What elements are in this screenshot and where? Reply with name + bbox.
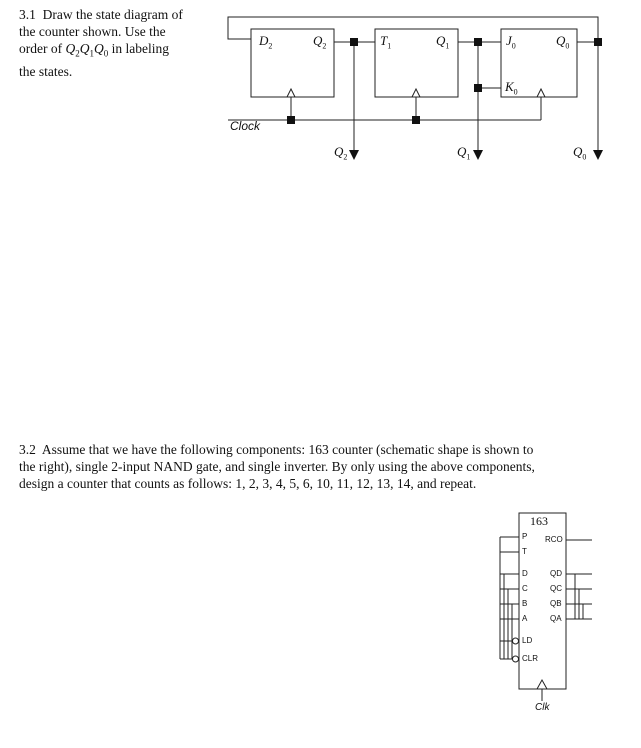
pin-rco: RCO (545, 535, 563, 544)
problem-line-4: the states. (19, 63, 73, 79)
pin-qd: QD (550, 569, 562, 578)
problem-line-2: the right), single 2-input NAND gate, and single inverter. By only using the above components, (19, 459, 535, 474)
clock-edge-163 (537, 680, 547, 689)
ff2-q-label: $Q_2$ (313, 33, 327, 51)
pin-d: D (522, 569, 528, 578)
counter-163-title: 163 (530, 514, 548, 528)
clock-label: Clock (230, 119, 261, 133)
ff1-t-label: $T_1$ (380, 33, 392, 51)
clk-label: Clk (535, 702, 550, 713)
problem-line-2: the counter shown. Use the (19, 24, 166, 39)
ff0-q-label: $Q_0$ (556, 33, 570, 51)
pin-qc: QC (550, 584, 562, 593)
problem-line-3: design a counter that counts as follows: 1, 2, 3, 4, 5, 6, 10, 11, 12, 13, 14, and repeat. (19, 476, 477, 491)
ff1-q-label: $Q_1$ (436, 33, 450, 51)
problem-line-1: Assume that we have the following components: 163 counter (schematic shape is shown to (41, 442, 534, 457)
pin-t: T (522, 547, 527, 556)
q2-output-label: $Q_2$ (334, 144, 348, 162)
pin-a: A (522, 614, 528, 623)
pin-p: P (522, 532, 528, 541)
ff0-j-label: $J_0$ (506, 33, 516, 51)
problem-number: 3.2 (19, 442, 36, 457)
ff0-k-label: $K_0$ (505, 79, 518, 97)
pin-qa: QA (550, 614, 562, 623)
pin-b: B (522, 599, 528, 608)
q0-output-label: $Q_0$ (573, 144, 587, 162)
problem-line-3: order of $Q_2Q_1Q_0$ in labeling (19, 41, 169, 59)
q1-output-label: $Q_1$ (457, 144, 471, 162)
pin-c: C (522, 584, 528, 593)
ff2-d-label: $D_2$ (259, 33, 273, 51)
problem-line-1: Draw the state diagram of (42, 7, 183, 22)
pin-ld: LD (522, 636, 533, 645)
problem-number: 3.1 (19, 7, 36, 22)
pin-clr: CLR (522, 654, 539, 663)
pin-qb: QB (550, 599, 562, 608)
